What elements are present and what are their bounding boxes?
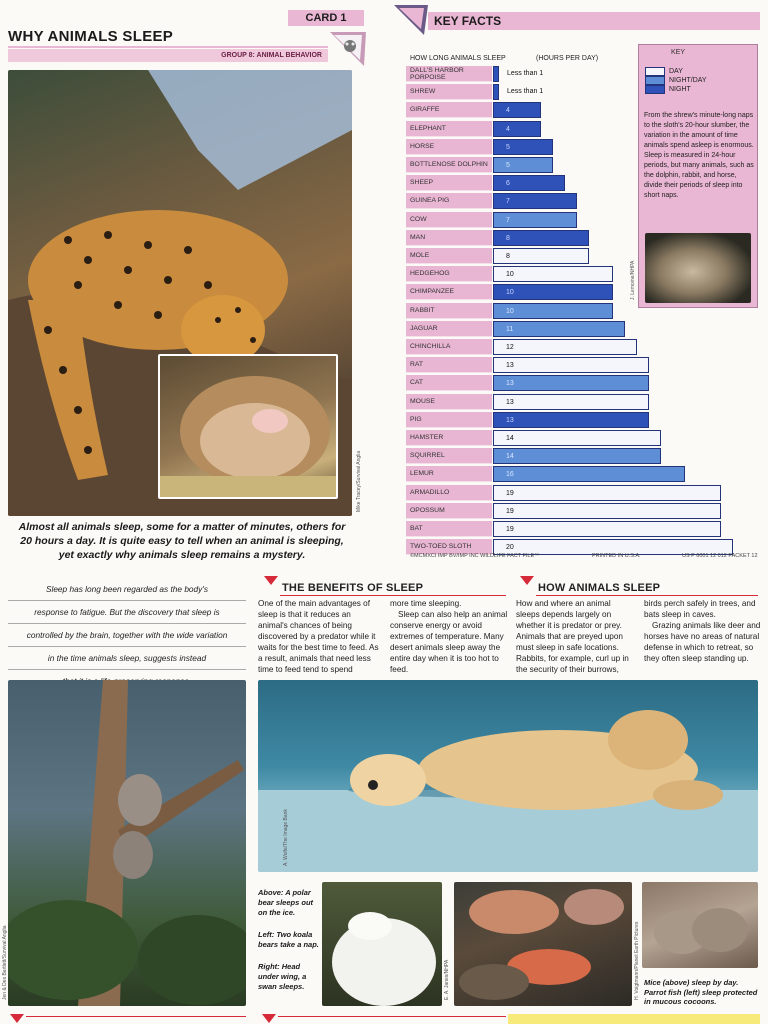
sleep-bar: 10 [493,284,613,300]
category-label: MAN [406,230,492,246]
category-label: BOTTLENOSE DOLPHIN [406,157,492,173]
leopard-credit: Mike Tracey/Survival Anglia [356,450,362,512]
sloth-photo [645,233,751,303]
parrotfish-credit: H. Voigtmann/Planet Earth Pictures [634,921,640,1000]
sleep-bar: 7 [493,212,577,228]
key-box [638,44,758,308]
key-item-label: DAY [669,68,683,75]
key-item-label: NIGHT/DAY [669,77,707,84]
printed-in: PRINTED IN U.S.A. [592,553,641,559]
key-facts-corner-icon [394,5,428,35]
category-label: GIRAFFE [406,102,492,118]
sleep-bar: 13 [493,394,649,410]
group-label: GROUP 8: ANIMAL BEHAVIOR [8,49,328,62]
koala-credit: Jen & Des Bartlett/Survival Anglia [2,925,8,1000]
value-label: Less than 1 [507,70,544,77]
category-label: MOUSE [406,394,492,410]
page-title: WHY ANIMALS SLEEP [8,28,174,45]
sleep-bar: 14 [493,448,661,464]
how-marker-icon [520,576,534,585]
key-item-label: NIGHT [669,86,691,93]
key-swatch [645,67,665,76]
sleep-bar: 19 [493,485,721,501]
category-label: SHEEP [406,175,492,191]
intro-box [8,578,246,693]
mice-photo [642,882,758,968]
sleep-bar: 19 [493,503,721,519]
category-label: JAGUAR [406,321,492,337]
category-label: ELEPHANT [406,121,492,137]
sleep-bar: 16 [493,466,685,482]
how-col2a: birds perch safely in trees, and bats sleep in caves. [644,599,756,619]
category-label: DALL'S HARBOR PORPOISE [406,66,492,82]
bottom-yellow-box [508,1014,760,1024]
caption-left: Left: Two koala bears take a nap. [258,930,319,949]
parrotfish-photo [454,882,632,1006]
sleep-bar [493,66,499,82]
sleep-bar: 5 [493,139,553,155]
caption-above: Above: A polar bear sleeps out on the ice. [258,888,314,917]
card-label: CARD 1 [288,10,364,26]
category-label: HAMSTER [406,430,492,446]
packet-code: US P 6001 12 012 PACKET 12 [682,553,758,559]
key-item [645,85,755,94]
how-col2 [644,598,762,664]
category-label: COW [406,212,492,228]
polar-bear-photo [258,680,758,872]
category-label: BAT [406,521,492,537]
category-label: ARMADILLO [406,485,492,501]
caption-mice: Mice (above) sleep by day. Parrot fish (left) sleep protected in mucous cocoons. [644,978,758,1006]
category-label: CAT [406,375,492,391]
benefits-heading: THE BENEFITS OF SLEEP [282,582,424,594]
koala-photo [8,680,246,1006]
bottom-rule-1 [26,1016,246,1017]
sleep-bar: 11 [493,321,625,337]
benefits-marker-icon [264,576,278,585]
chart-units: (HOURS PER DAY) [536,55,599,62]
sleep-bar: 7 [493,193,577,209]
sleep-bar: 14 [493,430,661,446]
sleep-bar: 13 [493,357,649,373]
group-animal-icon [330,32,366,66]
category-label: PIG [406,412,492,428]
benefits-rule [280,595,506,596]
intro-line: Sleep has long been regarded as the body's [8,578,246,601]
key-item [645,76,755,85]
how-rule [536,595,758,596]
category-label: CHIMPANZEE [406,284,492,300]
category-label: MOLE [406,248,492,264]
key-facts-heading: KEY FACTS [428,12,760,30]
title-rule [8,46,328,48]
key-text: From the shrew's minute-long naps to the sloth's 20-hour slumber, the variation in the amount of time animals spend asleep is enormous. Sleep is measured in 24-hour periods, but many animals, such as the dolphin, rabbit, and horse, divide their periods of sleep into short naps. [644,112,754,199]
caption-right: Right: Head under wing, a swan sleeps. [258,962,307,991]
sleep-bar: 8 [493,248,589,264]
sleep-bar: 13 [493,412,649,428]
polar-bear-credit: A. Wolfe/The Image Bank [283,809,289,866]
how-col1: How and where an animal sleeps depends largely on whether it is predator or prey. Animals that are preyed upon must sleep in safe locations. Rabbits, for example, curl up in the security of their burrows, [516,599,629,674]
sloth-credit: J. Lemoine/NHPA [630,260,636,300]
swan-credit: E. A. Janes/NHPA [444,959,450,1000]
key-swatch [645,85,665,94]
category-label: TWO-TOED SLOTH [406,539,492,555]
sleep-bar [493,84,499,100]
sleep-bar: 6 [493,175,565,191]
intro-line: response to fatigue. But the discovery that sleep is [8,601,246,624]
dormouse-inset-photo [158,354,338,499]
bottom-marker-icon-1 [10,1014,24,1023]
category-label: HEDGEHOG [406,266,492,282]
benefits-col2 [390,598,508,675]
category-label: RAT [406,357,492,373]
chart-title: HOW LONG ANIMALS SLEEP [410,55,506,62]
sleep-bar: 10 [493,303,613,319]
category-label: RABBIT [406,303,492,319]
benefits-col1: One of the main advantages of sleep is that it reduces an animal's chances of being discovered by a predator while it waits for the best time to feed. As a result, animals that need less time to feed tend to spend [258,599,379,674]
benefits-col2a: more time sleeping. [390,599,462,608]
benefits-col2b: Sleep can also help an animal conserve energy or avoid extremes of temperature. Many desert animals sleep away the entire day when it is too hot to feed. [390,610,508,674]
sleep-bar: 4 [493,121,541,137]
sleep-bar: 5 [493,157,553,173]
category-label: GUINEA PIG [406,193,492,209]
intro-line: controlled by the brain, together with the wide variation [8,624,246,647]
main-caption: Almost all animals sleep, some for a matter of minutes, others for 20 hours a day. It is quite easy to tell when an animal is sleeping, yet exactly why animals sleep remains a mystery. [18,521,346,561]
captions-block [258,888,320,992]
bottom-rule-2 [278,1016,506,1017]
sleep-bar: 8 [493,230,589,246]
key-item [645,67,755,76]
value-label: Less than 1 [507,88,544,95]
category-label: LEMUR [406,466,492,482]
copyright: ©MCMXCI IMP BV/IMP INC WILDLIFE FACT FILE™ [410,553,540,559]
category-label: SHREW [406,84,492,100]
sleep-bar: 12 [493,339,637,355]
sleep-bar: 19 [493,521,721,537]
key-swatch [645,76,665,85]
swan-photo [322,882,442,1006]
bottom-marker-icon-2 [262,1014,276,1023]
key-title: KEY [671,49,686,56]
how-col2b: Grazing animals like deer and horses have no areas of natural defense in which to retreat, so they often sleep standing up. [644,621,761,663]
how-heading: HOW ANIMALS SLEEP [538,582,661,594]
intro-line: in the time animals sleep, suggests instead [8,647,246,670]
sleep-bar: 13 [493,375,649,391]
category-label: OPOSSUM [406,503,492,519]
category-label: HORSE [406,139,492,155]
key-legend [645,67,755,94]
category-label: CHINCHILLA [406,339,492,355]
sleep-bar: 20 [493,539,733,555]
sleep-bar: 4 [493,102,541,118]
category-label: SQUIRREL [406,448,492,464]
sleep-bar: 10 [493,266,613,282]
